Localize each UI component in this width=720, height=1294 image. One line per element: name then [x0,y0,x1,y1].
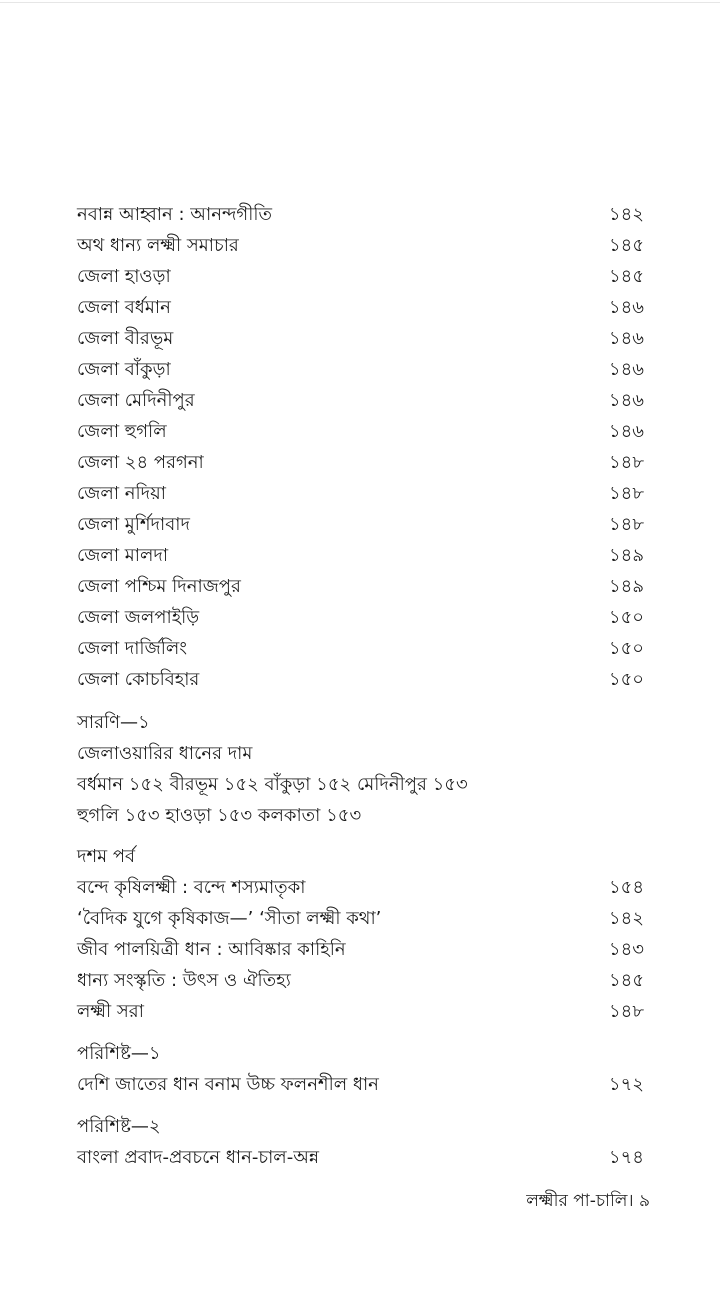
toc-entry [77,997,644,1027]
toc-entry [77,448,644,478]
toc-entry [77,386,644,416]
entry-title: জেলা ২৪ পরগনা [77,452,204,473]
toc-entry [77,355,644,385]
entry-title: জেলা নদিয়া [77,483,166,504]
entry-page: ১৪৫ [608,235,644,256]
toc-entry [77,262,644,292]
entry-title: লক্ষ্মী সরা [77,1001,144,1022]
entry-page: ১৫০ [608,669,644,690]
entry-page: ১৪২ [608,908,644,929]
entry-title: জেলা বীরভূম [77,328,174,349]
table1-line1: বর্ধমান ১৫২ বীরভূম ১৫২ বাঁকুড়া ১৫২ মেদিনীপুর ১৫৩ [77,774,468,795]
part10-heading: দশম পর্ব [77,846,136,867]
appendix2-heading: পরিশিষ্ট—২ [77,1116,161,1137]
entry-page: ১৪৯ [608,545,644,566]
top-border [0,2,720,3]
entry-page: ১৪৬ [608,297,644,318]
entry-title: ধান্য সংস্কৃতি : উৎস ও ঐতিহ্য [77,970,291,991]
toc-entry [77,873,644,903]
entry-title: জেলা দার্জিলিং [77,638,187,659]
toc-entry [77,966,644,996]
toc-entry [77,231,644,261]
toc-entry [77,572,644,602]
entry-title: জেলা মেদিনীপুর [77,390,195,411]
entry-page: ১৪৩ [608,939,644,960]
toc-entry [77,417,644,447]
table1-heading: সারণি—১ [77,712,150,733]
entry-page: ১৪৫ [608,266,644,287]
entry-page: ১৫০ [608,638,644,659]
entry-page: ১৪৬ [608,359,644,380]
toc-entry [77,200,644,230]
page-footer: লক্ষ্মীর পা-চালি। ৯ [526,1191,650,1211]
entry-title: অথ ধান্য লক্ষ্মী সমাচার [77,235,239,256]
entry-page: ১৪৮ [608,1001,644,1022]
entry-title: জেলা হুগলি [77,421,167,442]
entry-page: ১৪৯ [608,576,644,597]
table1-line2: হুগলি ১৫৩ হাওড়া ১৫৩ কলকাতা ১৫৩ [77,805,362,826]
toc-entry [77,935,644,965]
entry-title: বন্দে কৃষিলক্ষ্মী : বন্দে শস্যমাতৃকা [77,877,306,898]
toc-entry [77,324,644,354]
entry-title: জেলা বর্ধমান [77,297,171,318]
entry-page: ১৪৮ [608,452,644,473]
entry-title: জীব পালয়িত্রী ধান : আবিষ্কার কাহিনি [77,939,346,960]
entry-title: জেলা হাওড়া [77,266,171,287]
toc-entry [77,634,644,664]
entry-title: জেলা পশ্চিম দিনাজপুর [77,576,241,597]
entry-page: ১৫০ [608,607,644,628]
toc-entry [77,904,644,934]
toc-entry [77,293,644,323]
appendix1-heading: পরিশিষ্ট—১ [77,1043,161,1064]
entry-title: ‘বৈদিক যুগে কৃষিকাজ—’ ‘সীতা লক্ষ্মী কথা’ [77,908,382,929]
toc-entry [77,1143,644,1173]
entry-title: জেলা কোচবিহার [77,669,200,690]
entry-page: ১৪৫ [608,970,644,991]
entry-page: ১৫৪ [608,877,644,898]
entry-title: জেলা মুর্শিদাবাদ [77,514,190,535]
toc-entry [77,479,644,509]
entry-page: ১৭৪ [608,1147,644,1168]
entry-page: ১৪৬ [608,390,644,411]
table1-subheading: জেলাওয়ারির ধানের দাম [77,743,253,764]
entry-page: ১৪৬ [608,328,644,349]
entry-title: বাংলা প্রবাদ-প্রবচনে ধান-চাল-অন্ন [77,1147,320,1168]
entry-title: জেলা জলপাইড়ি [77,607,200,628]
entry-page: ১৪৮ [608,483,644,504]
entry-title: জেলা মালদা [77,545,169,566]
toc-entry [77,541,644,571]
entry-title: জেলা বাঁকুড়া [77,359,171,380]
entry-title: নবান্ন আহ্বান : আনন্দগীতি [77,204,273,225]
entry-title: দেশি জাতের ধান বনাম উচ্চ ফলনশীল ধান [77,1074,379,1095]
entry-page: ১৪৮ [608,514,644,535]
toc-entry [77,603,644,633]
toc-entry [77,665,644,695]
toc-entry [77,1070,644,1100]
entry-page: ১৪২ [608,204,644,225]
toc-entry [77,510,644,540]
entry-page: ১৭২ [608,1074,644,1095]
entry-page: ১৪৬ [608,421,644,442]
